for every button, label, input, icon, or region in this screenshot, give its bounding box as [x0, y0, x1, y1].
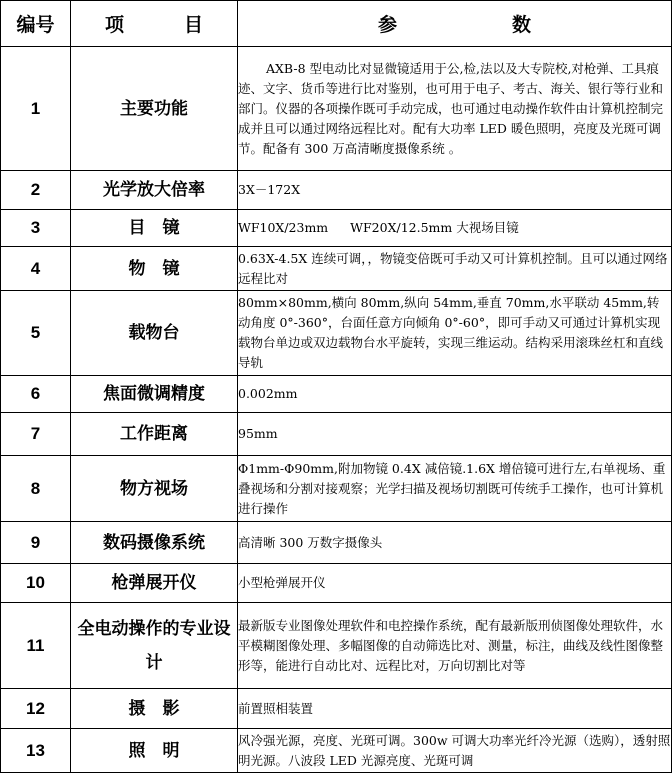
table-row	[1, 47, 672, 171]
row-num: 12	[1, 689, 71, 729]
row-item: 照 明	[71, 729, 238, 773]
table-row	[1, 210, 672, 247]
row-num: 6	[1, 376, 71, 413]
row-item: 焦面微调精度	[71, 376, 238, 413]
header-row	[1, 1, 672, 47]
header-item: 项 目	[71, 1, 238, 47]
row-num: 3	[1, 210, 71, 247]
row-item: 摄 影	[71, 689, 238, 729]
table-row	[1, 564, 672, 603]
header-param: 参 数	[238, 1, 672, 47]
row-param: 风冷强光源，亮度、光斑可调。300w 可调大功率光纤冷光源（选购），透射照明光源。八波段 LED 光源亮度、光斑可调	[238, 729, 672, 773]
row-item: 物 镜	[71, 247, 238, 291]
row-param: 95mm	[238, 413, 672, 456]
row-num: 10	[1, 564, 71, 603]
header-num: 编号	[1, 1, 71, 47]
row-param: Φ1mm-Φ90mm,附加物镜 0.4X 减倍镜.1.6X 增倍镜可进行左,右单视场、重叠视场和分割对接观察；光学扫描及视场切割既可传统手工操作，也可计算机进行操作	[238, 456, 672, 522]
table-row	[1, 522, 672, 564]
row-item: 物方视场	[71, 456, 238, 522]
table-row	[1, 456, 672, 522]
row-item: 全电动操作的专业设计	[71, 603, 238, 689]
row-num: 4	[1, 247, 71, 291]
row-param: 小型枪弹展开仪	[238, 564, 672, 603]
row-num: 1	[1, 47, 71, 171]
row-num: 11	[1, 603, 71, 689]
table-row	[1, 291, 672, 376]
row-param: 0.002mm	[238, 376, 672, 413]
table-row	[1, 729, 672, 773]
row-param: 3X－172X	[238, 171, 672, 210]
row-param: 80mm×80mm,横向 80mm,纵向 54mm,垂直 70mm,水平联动 45mm,转动角度 0°-360°，台面任意方向倾角 0°-60°，即可手动又可通过计算机实现载物台单边或双边载物台水平旋转，实现三维运动。结构采用滚珠丝杠和直线导轨	[238, 291, 672, 376]
row-param: 最新版专业图像处理软件和电控操作系统，配有最新版刑侦图像处理软件，水平模糊图像处理、多幅图像的自动筛选比对、测量，标注，曲线及线性图像整形等，能进行自动比对、远程比对，万向切割比对等	[238, 603, 672, 689]
row-num: 7	[1, 413, 71, 456]
row-item: 工作距离	[71, 413, 238, 456]
row-num: 9	[1, 522, 71, 564]
row-param: 0.63X-4.5X 连续可调，，物镜变倍既可手动又可计算机控制。且可以通过网络远程比对	[238, 247, 672, 291]
row-param: WF10X/23mm WF20X/12.5mm 大视场目镜	[238, 210, 672, 247]
table-row	[1, 247, 672, 291]
row-item: 光学放大倍率	[71, 171, 238, 210]
row-item: 目 镜	[71, 210, 238, 247]
row-param: 高清晰 300 万数字摄像头	[238, 522, 672, 564]
row-item: 枪弹展开仪	[71, 564, 238, 603]
table-row	[1, 413, 672, 456]
row-item: 数码摄像系统	[71, 522, 238, 564]
row-num: 2	[1, 171, 71, 210]
row-param: AXB-8 型电动比对显微镜适用于公,检,法以及大专院校,对枪弹、工具痕迹、文字、货币等进行比对鉴别，也可用于电子、考古、海关、银行等行业和部门。仪器的各项操作既可手动完成，也可通过电动操作软件由计算机控制完成并且可以通过网络远程比对。配有大功率 LED 暖色照明，亮度及光斑可调节。配备有 300 万高清晰度摄像系统 。	[238, 47, 672, 171]
row-param: 前置照相装置	[238, 689, 672, 729]
row-num: 8	[1, 456, 71, 522]
table-row	[1, 171, 672, 210]
table-row	[1, 689, 672, 729]
row-num: 5	[1, 291, 71, 376]
row-item: 载物台	[71, 291, 238, 376]
table-row	[1, 603, 672, 689]
table-row	[1, 376, 672, 413]
row-num: 13	[1, 729, 71, 773]
row-item: 主要功能	[71, 47, 238, 171]
